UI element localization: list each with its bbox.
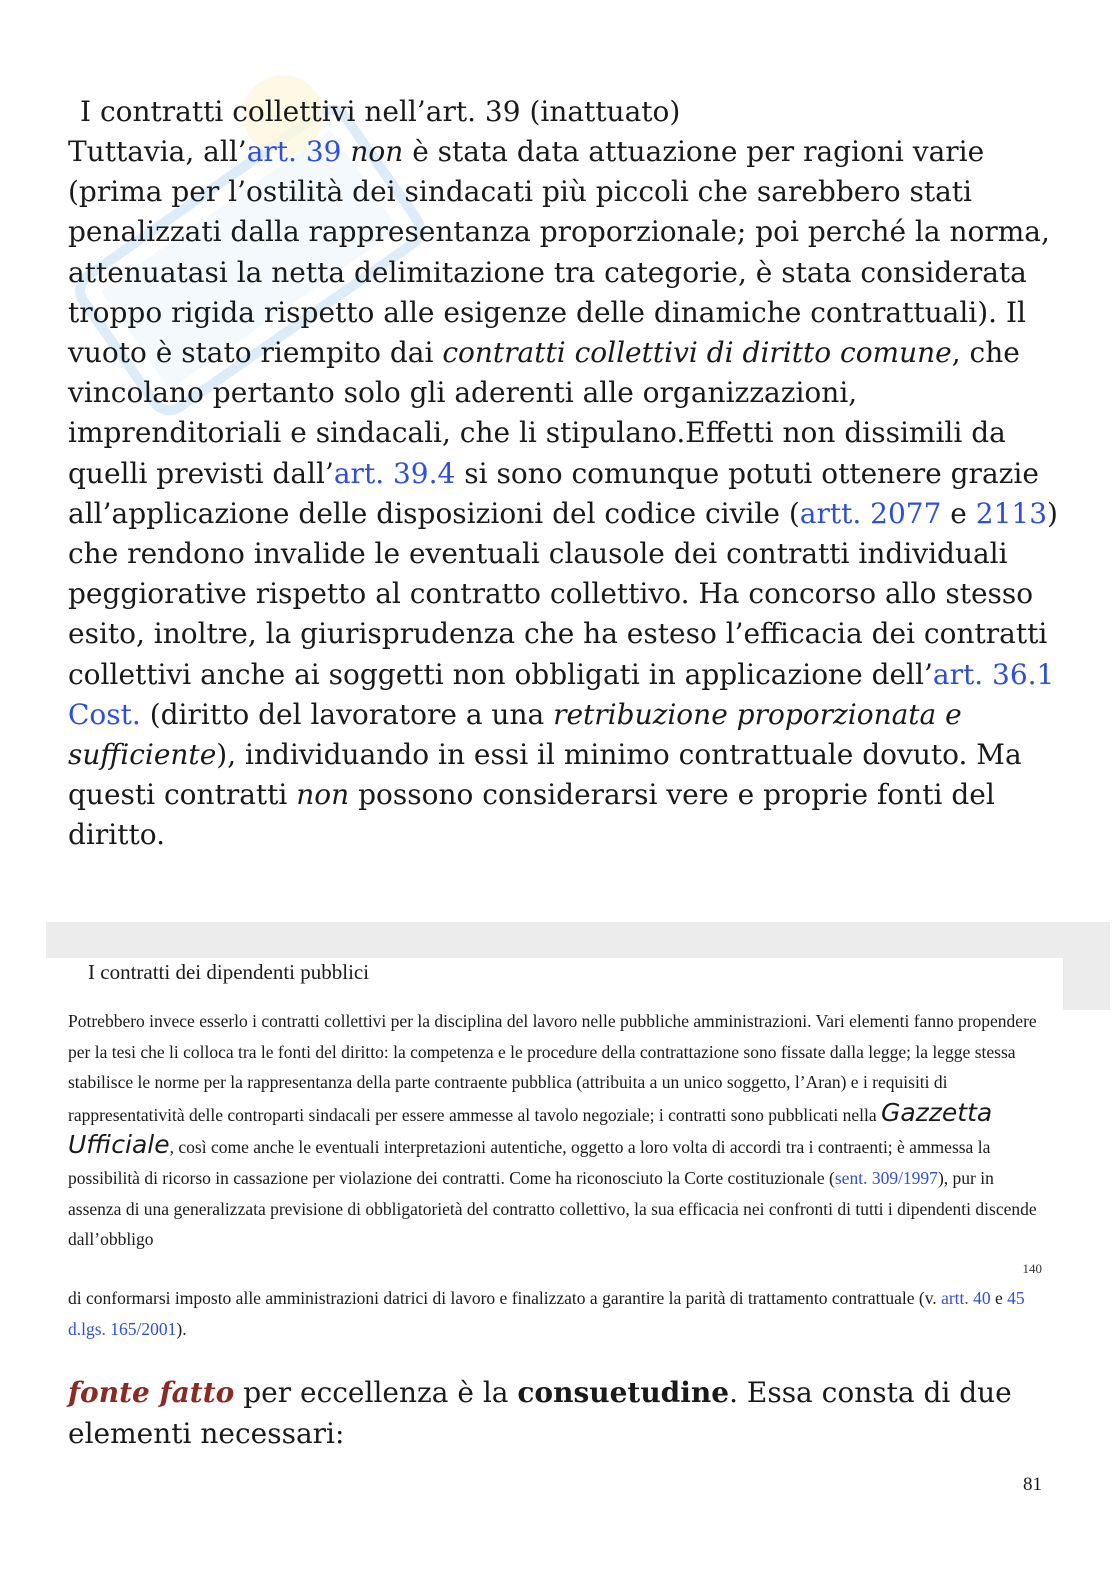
text-run: di conformarsi imposto alle amministrazioni datrici di lavoro e finalizzato a garantire la parità di trattamento contrattuale (v. xyxy=(68,1288,942,1308)
paragraph-consuetudine xyxy=(68,1373,1048,1454)
reference-link[interactable]: artt. 40 xyxy=(941,1288,991,1308)
text-run: ), individuando in essi il minimo contrattuale dovuto. Ma questi contratti xyxy=(68,738,1022,812)
heading-band-side xyxy=(1063,958,1110,1010)
text-run: ), pur in assenza di una generalizzata previsione di obbligatorietà del contratto collettivo, la sua efficacia nei confronti di tutti i dipendenti discende dall’obbligo xyxy=(68,1167,1037,1250)
fonte-fatto-term: fonte fatto xyxy=(68,1376,235,1409)
emphasis-text: non xyxy=(350,135,404,168)
text-run: Tuttavia, all’ xyxy=(68,135,247,168)
text-run: e xyxy=(990,1288,1008,1308)
paragraph-dipendenti-pubblici xyxy=(68,1006,1048,1255)
reference-link[interactable]: 45 d.lgs. 165/2001 xyxy=(68,1288,1025,1339)
text-run: possono considerarsi vere e proprie fonti del diritto. xyxy=(68,778,995,852)
reference-link[interactable]: art. 36.1 Cost. xyxy=(68,657,1055,731)
reference-link[interactable]: 2113 xyxy=(975,496,1048,530)
text-run: (diritto del lavoratore a una xyxy=(140,697,554,731)
reference-link[interactable]: artt. 2077 xyxy=(799,496,942,530)
text-a: per eccellenza è la xyxy=(234,1376,518,1409)
text-run: ) che rendono invalide le eventuali clausole dei contratti individuali peggiorative rispetto al contratto collettivo. Ha concorso allo stesso esito, inoltre, la giurisprudenza che ha esteso l’efficacia dei contratti collettivi anche ai soggetti non obbligati in applicazione dell’ xyxy=(68,496,1058,691)
text-b: . Essa consta di due elementi necessari: xyxy=(68,1376,1012,1450)
heading-band xyxy=(46,922,1110,958)
text-run: e xyxy=(941,496,976,530)
section-contratti-art39 xyxy=(68,92,1058,856)
section-title: I contratti collettivi nell’art. 39 (inattuato) xyxy=(80,95,681,128)
text-run: ). xyxy=(176,1318,187,1339)
reference-link[interactable]: art. 39 xyxy=(246,135,342,168)
paragraph-continuation xyxy=(68,1283,1048,1344)
text-run: si sono comunque potuti ottenere grazie all’applicazione delle disposizioni del codice civile ( xyxy=(68,456,1039,530)
section-title-dipendenti-pubblici: I contratti dei dipendenti pubblici xyxy=(88,960,370,984)
text-run: , così come anche le eventuali interpretazioni autentiche, oggetto a loro volta di accordi tra i contraenti; è ammessa la possibilità di ricorso in cassazione per violazione dei contratti. Come ha riconosciuto la Corte costituzionale ( xyxy=(68,1137,991,1188)
text-run: , che vincolano pertanto solo gli aderenti alle organizzazioni, imprenditoriali e sindacali, che li stipulano.Effetti non dissimili da quelli previsti dall’ xyxy=(68,336,1020,490)
gazzetta-ufficiale-term: Gazzetta Ufficiale xyxy=(68,1097,993,1160)
reference-link[interactable]: art. 39.4 xyxy=(333,456,456,490)
consuetudine-term: consuetudine xyxy=(517,1376,730,1409)
text-run: Potrebbero invece esserlo i contratti collettivi per la disciplina del lavoro nelle pubbliche amministrazioni. Vari elementi fanno propendere per la tesi che li colloca tra le fonti del diritto: la competenza e le procedure della contrattazione sono fissate dalla legge; la legge stessa stabilisce le norme per la rappresentanza della parte contraente pubblica (attribuita a un unico soggetto, l’Aran) e i requisiti di rappresentatività delle controparti sindacali per essere ammesse al tavolo negoziale; i contratti sono pubblicati nella xyxy=(68,1011,1037,1125)
text-run: è stata data attuazione per ragioni varie (prima per l’ostilità dei sindacati più piccoli che sarebbero stati penalizzati dalla rappresentanza proporzionale; poi perché la norma, attenuatasi la netta delimitazione tra categorie, è stata considerata troppo rigida rispetto alle esigenze delle dinamiche contrattuali). Il vuoto è stato riempito dai xyxy=(68,135,1050,370)
emphasis-text: contratti collettivi di diritto comune xyxy=(442,336,952,370)
emphasis-text: retribuzione proporzionata e sufficiente xyxy=(68,697,962,772)
section-paragraph xyxy=(68,132,1058,856)
emphasis-text: non xyxy=(296,778,350,812)
page-number: 81 xyxy=(1023,1474,1042,1495)
footnote-marker: 140 xyxy=(1022,1261,1042,1276)
reference-link[interactable]: sent. 309/1997 xyxy=(834,1167,938,1188)
